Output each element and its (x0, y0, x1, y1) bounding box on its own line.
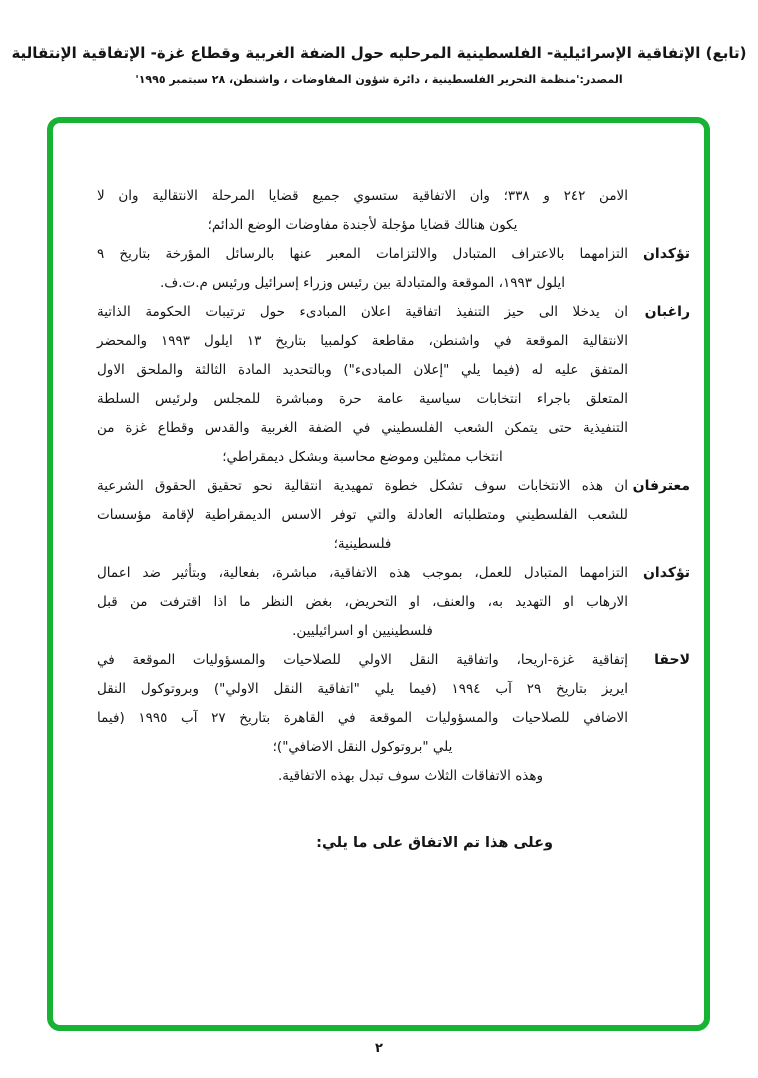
paragraph-text (97, 559, 628, 646)
paragraph-text (97, 829, 628, 858)
text-line: إتفاقية غزة-اريحا، واتفاقية النقل الاولي للصلاحيات والمسؤوليات الموقعة في (97, 652, 628, 668)
text-line: يلي "بروتوكول النقل الاضافي")؛ (272, 739, 453, 755)
text-line: يكون هنالك قضايا مؤجلة لأجندة مفاوضات الوضع الدائم؛ (207, 217, 518, 233)
document-header (0, 44, 758, 86)
margin-label (628, 762, 690, 791)
closing-statement-row (97, 829, 690, 858)
agreement-border-box (47, 117, 710, 1031)
paragraph-row (97, 646, 690, 762)
text-line: الارهاب او التهديد به، والعنف، او التحريض، بغض النظر ما اذا اقترفت من قبل (97, 594, 628, 610)
paragraph-row (97, 559, 690, 646)
paragraph-row (97, 298, 690, 472)
text-line: ان يدخلا الى حيز التنفيذ اتفاقية اعلان المبادىء حول ترتيبات الحكومة الذاتية (97, 304, 628, 320)
margin-label: تؤكدان (642, 565, 690, 581)
paragraph-row (97, 762, 690, 791)
margin-label: لاحقا (654, 652, 690, 668)
margin-label: راغبان (644, 304, 690, 320)
paragraph-text (97, 298, 628, 472)
text-line: للشعب الفلسطيني ومتطلباته العادلة والتي توفر الاسس الديمقراطية لإقامة مؤسسات (97, 507, 628, 523)
text-line: ايريز بتاريخ ٢٩ آب ١٩٩٤ (فيما يلي "اتفاقية النقل الاولي") وبروتوكول النقل (97, 681, 628, 697)
paragraph-text (97, 182, 628, 240)
margin-label: معترفان (632, 478, 690, 494)
text-line: الانتقالية الموقعة في واشنطن، مقاطعة كولمبيا بتاريخ ١٣ ايلول ١٩٩٣ والمحضر (97, 333, 628, 349)
text-line: فلسطينيين او اسرائيليين. (292, 623, 433, 639)
margin-label (628, 829, 690, 858)
paragraph-row (97, 472, 690, 559)
text-line: التزامهما بالاعتراف المتبادل والالتزامات المعبر عنها بالرسائل المؤرخة بتاريخ ٩ (97, 246, 628, 262)
text-line: ان هذه الانتخابات سوف تشكل خطوة تمهيدية انتقالية نحو تحقيق الحقوق الشرعية (97, 478, 628, 494)
text-line: الامن ٢٤٢ و ٣٣٨؛ وان الاتفاقية ستسوي جميع قضايا المرحلة الانتقالية وان لا (97, 188, 628, 204)
document-source: المصدر:'منظمة التحرير الفلسطينية ، دائرة شؤون المفاوضات ، واشنطن، ٢٨ سبتمبر ١٩٩٥' (135, 73, 623, 86)
text-line: ايلول ١٩٩٣، الموقعة والمتبادلة بين رئيس وزراء إسرائيل ورئيس م.ت.ف. (159, 275, 566, 291)
margin-label: تؤكدان (642, 246, 690, 262)
margin-label (628, 182, 690, 240)
paragraph-row (97, 182, 690, 240)
text-line: وهذه الاتفاقات الثلاث سوف تبدل بهذه الاتفاقية. (277, 768, 543, 784)
text-line: التزامهما المتبادل للعمل، بموجب هذه الاتفاقية، مباشرة، بفعالية، وبتأثير ضد اعمال (97, 565, 628, 581)
text-line: انتخاب ممثلين وموضع محاسبة وبشكل ديمقراطي؛ (222, 449, 503, 465)
paragraph-row (97, 240, 690, 298)
document-body (53, 123, 704, 1025)
text-line: وعلى هذا تم الاتفاق على ما يلي: (316, 835, 553, 851)
text-line: المتعلق باجراء انتخابات سياسية عامة حرة ومباشرة للمجلس ولرئيس السلطة (97, 391, 628, 407)
document-title: (تابع) الإتفاقية الإسرائيلية- الفلسطينية المرحليه حول الضفة الغربية وقطاع غزة- الإتفاقية الإنتقالية (11, 44, 747, 62)
paragraph-text (97, 762, 628, 791)
text-line: الاضافي للصلاحيات والمسؤوليات الموقعة في القاهرة بتاريخ ٢٧ آب ١٩٩٥ (فيما (97, 710, 628, 726)
paragraph-text (97, 240, 628, 298)
paragraph-text (97, 472, 628, 559)
page-number: ٢ (375, 1041, 383, 1056)
paragraph-text (97, 646, 628, 762)
text-line: التنفيذية حتى يتمكن الشعب الفلسطيني في الضفة الغربية والقدس وقطاع غزة من (97, 420, 628, 436)
text-line: فلسطينية؛ (333, 536, 392, 552)
text-line: المتفق عليه له (فيما يلي "إعلان المبادىء") وبالتحديد المادة الثالثة والملحق الاول (97, 362, 628, 378)
